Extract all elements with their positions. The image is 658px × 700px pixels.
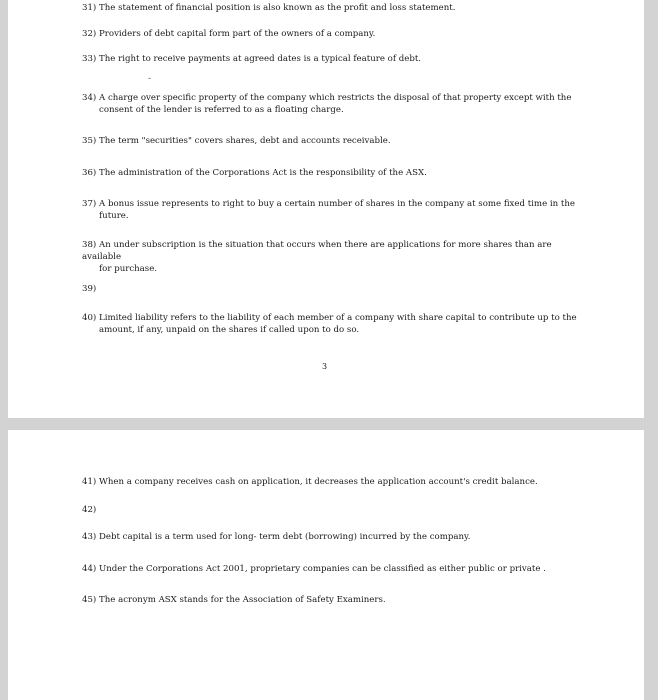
- question-42: [82, 504, 592, 516]
- question-text: Limited liability refers to the liability of each member of a company with share capital to contribute up to the: [99, 313, 577, 323]
- question-number: 32): [82, 29, 97, 39]
- question-number: 36): [82, 168, 97, 178]
- question-number: 45): [82, 595, 97, 605]
- question-35: [82, 135, 592, 147]
- question-text: The term "securities" covers shares, debt and accounts receivable.: [99, 136, 391, 146]
- question-36: [82, 167, 592, 179]
- question-number: 42): [82, 505, 97, 515]
- question-number: 44): [82, 564, 97, 574]
- question-33: [82, 53, 592, 65]
- question-text: The statement of financial position is also known as the profit and loss statement.: [99, 3, 456, 13]
- question-text: A bonus issue represents to right to buy a certain number of shares in the company at some fixed time in the: [99, 199, 575, 209]
- question-37: [82, 198, 592, 222]
- question-text: An under subscription is the situation that occurs when there are applications for more shares than are available: [82, 240, 552, 262]
- question-text: Providers of debt capital form part of the owners of a company.: [99, 29, 376, 39]
- question-31: [82, 2, 592, 14]
- question-text-continued: future.: [99, 211, 129, 221]
- question-39: [82, 283, 592, 295]
- question-44: [82, 563, 592, 575]
- question-40: [82, 312, 592, 336]
- question-number: 37): [82, 199, 97, 209]
- page-number: 3: [322, 362, 328, 371]
- question-43: [82, 531, 592, 543]
- question-41: [82, 476, 592, 488]
- question-number: 38): [82, 240, 97, 250]
- question-text: The administration of the Corporations Act is the responsibility of the ASX.: [99, 168, 427, 178]
- question-number: 35): [82, 136, 97, 146]
- question-text: The acronym ASX stands for the Association of Safety Examiners.: [99, 595, 386, 605]
- question-number: 40): [82, 313, 97, 323]
- question-number: 39): [82, 284, 97, 294]
- question-38: [82, 239, 592, 275]
- stray-mark: -: [148, 74, 152, 84]
- question-text-continued: amount, if any, unpaid on the shares if called upon to do so.: [99, 325, 360, 335]
- question-text-continued: for purchase.: [99, 264, 158, 274]
- question-text: The right to receive payments at agreed dates is a typical feature of debt.: [99, 54, 422, 64]
- question-text: When a company receives cash on application, it decreases the application account's credit balance.: [99, 477, 538, 487]
- question-text: Under the Corporations Act 2001, proprietary companies can be classified as either public or private .: [99, 564, 546, 574]
- question-32: [82, 28, 592, 40]
- question-text: A charge over specific property of the company which restricts the disposal of that property except with the: [99, 93, 572, 103]
- document-page-2: [8, 430, 644, 700]
- question-34: [82, 92, 592, 116]
- question-45: [82, 594, 592, 606]
- question-number: 43): [82, 532, 97, 542]
- document-page-1: [8, 0, 644, 418]
- question-number: 31): [82, 3, 97, 13]
- question-number: 34): [82, 93, 97, 103]
- question-number: 41): [82, 477, 97, 487]
- question-text: Debt capital is a term used for long- term debt (borrowing) incurred by the company.: [99, 532, 471, 542]
- question-number: 33): [82, 54, 97, 64]
- question-text-continued: consent of the lender is referred to as a floating charge.: [99, 105, 344, 115]
